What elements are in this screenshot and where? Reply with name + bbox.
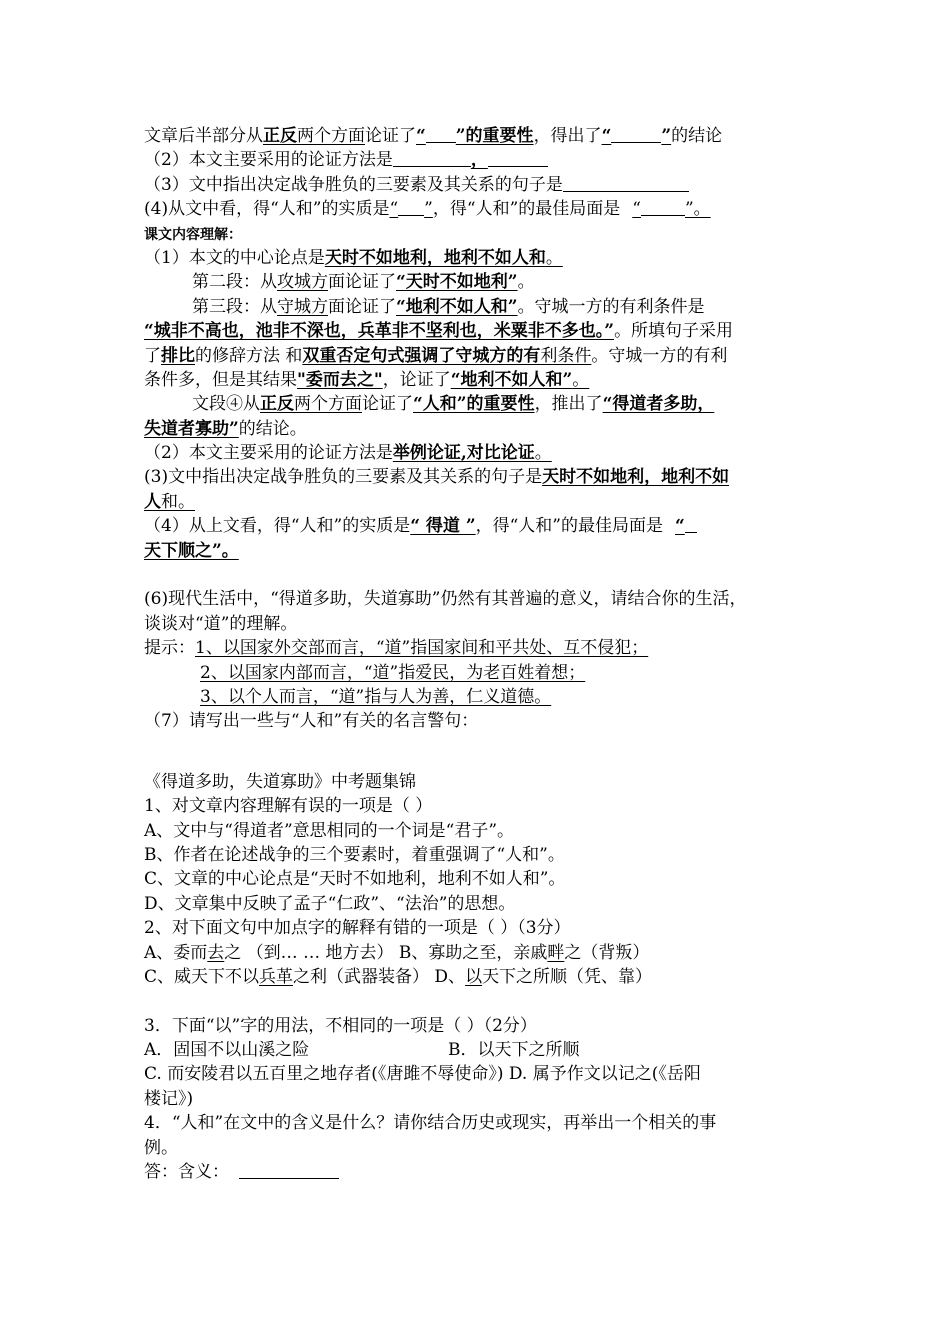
text: C、文章的中心论点是“天时不如地利，地利不如人和”。 <box>144 869 566 890</box>
text: 1、对文章内容理解有误的一项是（ ） <box>144 796 433 817</box>
text: “城非不高也，池非不深也，兵革非不坚利也，米粟非不多也。” <box>144 321 615 342</box>
text: 之利（武器装备） D、 <box>293 966 466 987</box>
text: 两个方面 <box>294 394 362 415</box>
spacer <box>144 734 814 770</box>
text: “ <box>675 516 685 537</box>
text: 2、对下面文句中加点字的解释有错的一项是（ ）（3分） <box>144 918 571 939</box>
text: ，推出了 <box>534 394 603 415</box>
answer-blank <box>488 148 548 167</box>
text: ” <box>424 199 433 220</box>
exam-title <box>144 770 814 794</box>
text: 第三段：从 <box>192 296 277 317</box>
text: 。 <box>545 247 563 268</box>
text: “地利不如人和” <box>396 296 518 317</box>
options-cd <box>144 965 814 989</box>
line-14 <box>144 441 814 465</box>
text: 谈谈对“道”的理解。 <box>144 613 298 634</box>
text: 以 <box>465 966 483 987</box>
line-6 <box>144 246 814 270</box>
line-12 <box>144 392 814 416</box>
spacer <box>144 563 814 587</box>
text: 条件多，但是其结果 <box>144 369 297 390</box>
text: 排比 <box>161 345 195 366</box>
text: （7）请写出一些与“人和”有关的名言警句： <box>144 711 479 732</box>
line-19 <box>144 587 814 611</box>
text: 答：含义： <box>144 1162 229 1183</box>
text: C. 而安陵君以五百里之地存者(《唐雎不辱使命》) D. 属予作文以记之(《岳阳 <box>144 1064 701 1085</box>
line-18 <box>144 539 814 563</box>
option-c <box>144 867 814 891</box>
text: 。所填句子采用 <box>614 321 734 342</box>
text: 1、以国家外交部而言，“道”指国家间和平共处、互不侵犯； <box>195 638 649 659</box>
text: 论证了 <box>365 126 416 146</box>
text: 正反 <box>263 126 297 146</box>
line-13 <box>144 417 814 441</box>
text: 两个方面 <box>297 126 365 146</box>
options-ab <box>144 1038 814 1062</box>
text: ，得“人和”的最佳局面是 <box>432 199 621 220</box>
text: 攻城方 <box>277 272 328 293</box>
text: (3)文中指出决定战争胜负的三要素及其关系的句子是 <box>144 467 543 488</box>
text: 文段④从 <box>192 394 260 415</box>
line-2 <box>144 148 814 172</box>
answer-blank <box>685 514 697 533</box>
line-8 <box>144 295 814 319</box>
options-ab <box>144 941 814 965</box>
text: “ 得道 ” <box>410 516 476 537</box>
text: 。守城一方的有利条件是 <box>517 296 705 317</box>
text: “ <box>416 126 426 146</box>
text: 4．“人和”在文中的含义是什么？请你结合历史或现实，再举出一个相关的事 <box>144 1113 717 1134</box>
text: 天下顺之 <box>144 540 212 561</box>
line-4 <box>144 197 814 221</box>
options-cd-cont <box>144 1087 814 1111</box>
line-17 <box>144 514 814 538</box>
text: 举例论证,对比论证 <box>392 443 535 464</box>
text: “天时不如地利” <box>396 272 518 293</box>
spacer <box>144 989 814 1013</box>
line-16 <box>144 490 814 514</box>
line-9 <box>144 319 814 343</box>
answer-blank[interactable] <box>239 1160 339 1179</box>
answer-blank <box>563 173 689 192</box>
text: 3、以个人而言，“道”指与人为善，仁义道德。 <box>200 686 552 707</box>
text: ，得“人和”的最佳局面是 <box>475 516 663 537</box>
line-10 <box>144 344 814 368</box>
text: ，得出了 <box>533 126 602 146</box>
answer-blank <box>393 148 471 167</box>
line-11 <box>144 368 814 392</box>
text: 失道者寡助” <box>144 418 239 439</box>
line-1 <box>144 124 814 148</box>
text: "委而去之" <box>297 369 383 390</box>
text: 天时不如地利，地利不如 <box>542 467 730 488</box>
text: 课文内容理解： <box>144 226 242 243</box>
text: 。 <box>517 272 535 293</box>
question-1 <box>144 794 814 818</box>
text: B、作者在论述战争的三个要素时，着重强调了“人和”。 <box>144 844 565 865</box>
text: 论证了 <box>362 394 413 415</box>
answer-blank <box>641 197 685 216</box>
text: 天下之所顺（凭、靠） <box>482 966 653 987</box>
text: 兵革 <box>259 966 294 987</box>
text: 面论证了 <box>328 272 396 293</box>
text: 例。 <box>144 1137 178 1158</box>
text: （2）本文主要采用的论证方法是 <box>144 443 393 464</box>
text: 之 （到… … 地方去） B、寡助之至，亲戚 <box>224 942 548 963</box>
text: 的修辞方法 和 <box>195 345 303 366</box>
text: A．固国不以山溪之险 <box>144 1040 310 1061</box>
text: “ <box>601 126 612 146</box>
question-4 <box>144 1111 814 1135</box>
text: ” <box>661 126 672 146</box>
text: 和 <box>161 491 178 512</box>
text: “ <box>389 199 399 220</box>
text: 文章后半部分从 <box>144 126 263 146</box>
text: 。 <box>572 369 590 390</box>
text: “ <box>632 199 641 220</box>
answer-blank <box>426 124 456 143</box>
question-3 <box>144 1014 814 1038</box>
text: 。 <box>534 443 552 464</box>
text: 畔 <box>547 942 565 963</box>
text: 天时不如地利，地利不如人和 <box>324 247 546 268</box>
line-7 <box>144 270 814 294</box>
section-heading <box>144 222 814 246</box>
option-d <box>144 892 814 916</box>
option-b <box>144 843 814 867</box>
text: B．以天下之所顺 <box>448 1040 580 1061</box>
text: 2、以国家内部而言，“道”指爱民，为老百姓着想； <box>200 662 586 683</box>
text: （1）本文的中心论点是 <box>144 247 325 268</box>
text: 人 <box>144 491 161 512</box>
line-3 <box>144 173 814 197</box>
text: A、委而 <box>144 942 208 963</box>
line-21 <box>144 636 814 660</box>
question-2 <box>144 916 814 940</box>
text: (6)现代生活中，“得道多助，失道寡助”仍然有其普遍的意义，请结合你的生活， <box>144 589 747 610</box>
text: A、文中与“得道者”意思相同的一个词是“君子”。 <box>144 820 515 841</box>
text: 之（背叛） <box>564 942 650 963</box>
text: D、文章集中反映了孟子“仁政”、“法治”的思想。 <box>144 893 516 914</box>
text: 双重否定句式强调了守城方的有 <box>302 345 541 366</box>
line-23 <box>144 685 814 709</box>
text: 了 <box>144 345 161 366</box>
text: 去 <box>207 942 225 963</box>
text: 《得道多助，失道寡助》中考题集锦 <box>144 771 416 792</box>
text: ”的重要性 <box>455 126 534 146</box>
text: 。 <box>178 491 195 512</box>
text: （3）文中指出决定战争胜负的三要素及其关系的句子是 <box>144 174 563 195</box>
line-24 <box>144 709 814 733</box>
text: （4）从上文看，得“人和”的实质是 <box>144 516 411 537</box>
text: 第二段：从 <box>192 272 277 293</box>
text: (4)从文中看，得“人和”的实质是 <box>144 199 390 220</box>
text: 提示： <box>144 638 195 659</box>
answer-blank <box>611 124 661 143</box>
text: 。守城一方的有利 <box>591 345 728 366</box>
text: 面论证了 <box>328 296 396 317</box>
text: 楼记》) <box>144 1088 194 1109</box>
text: 守城方 <box>277 296 328 317</box>
text: “地利不如人和” <box>450 369 573 390</box>
text: ， <box>470 150 488 171</box>
text: 利条件 <box>540 345 592 366</box>
text: ”。 <box>684 199 711 220</box>
text: 正反 <box>260 394 294 415</box>
options-cd <box>144 1062 814 1086</box>
text: 3．下面“以”字的用法，不相同的一项是（ ）（2分） <box>144 1015 537 1036</box>
text: （2）本文主要采用的论证方法是 <box>144 150 393 171</box>
line-22 <box>144 661 814 685</box>
answer-line <box>144 1160 814 1184</box>
text: 的结论。 <box>238 418 307 439</box>
text: 的结论 <box>671 126 723 146</box>
text: ”。 <box>212 540 239 561</box>
line-20 <box>144 612 814 636</box>
text: C、威天下不以 <box>144 966 260 987</box>
text: “得道者多助， <box>602 394 715 415</box>
text: ，论证了 <box>382 369 451 390</box>
question-4-cont <box>144 1136 814 1160</box>
answer-blank <box>398 197 424 216</box>
text: “人和”的重要性 <box>413 394 535 415</box>
line-15 <box>144 465 814 489</box>
document-page <box>144 124 814 1184</box>
option-a <box>144 819 814 843</box>
